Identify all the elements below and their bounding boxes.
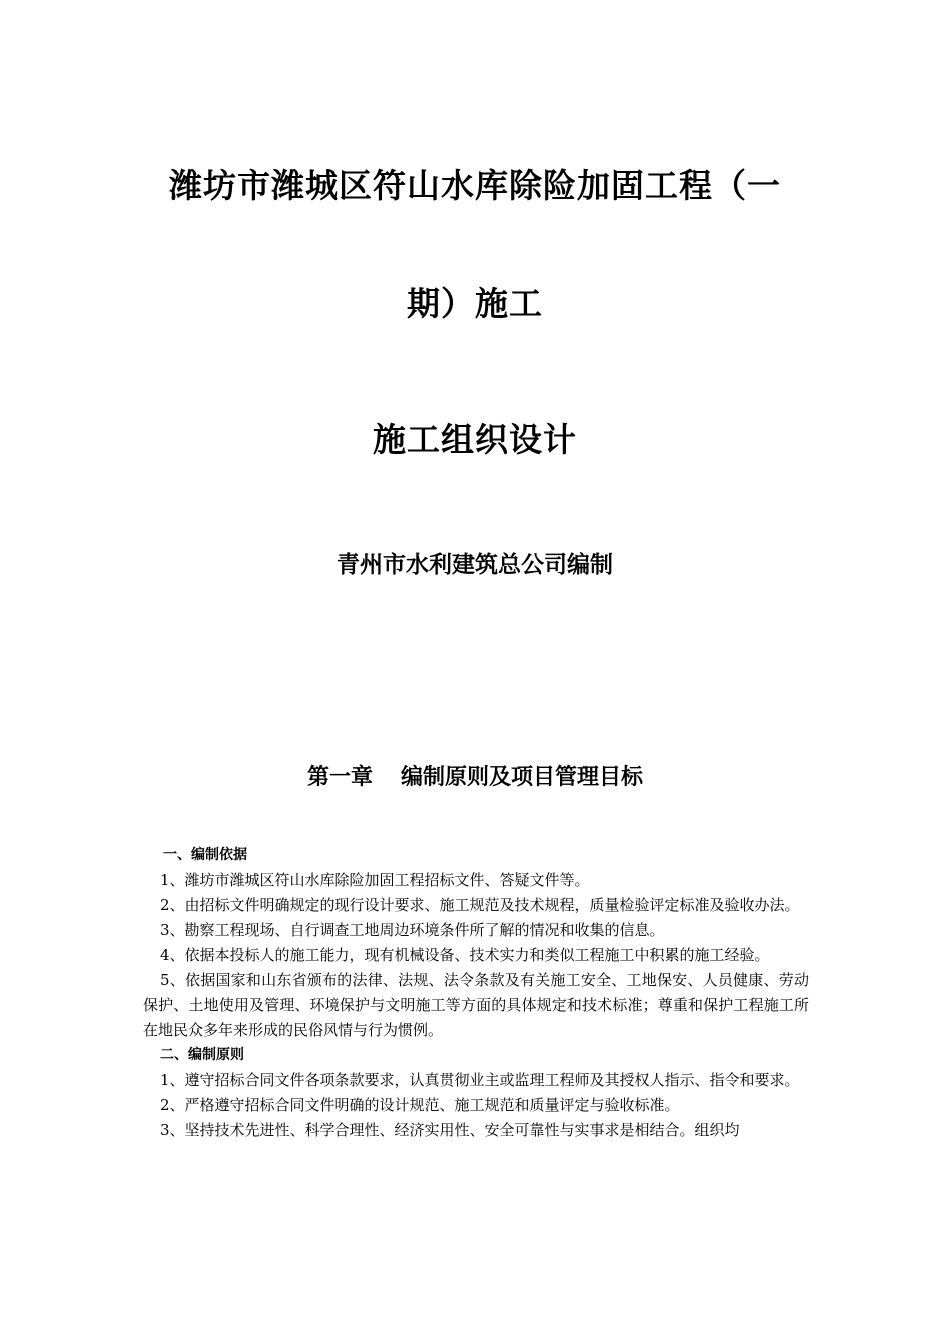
body-text — [143, 843, 809, 1143]
basis-item-5: 5、依据国家和山东省颁布的法律、法规、法令条款及有关施工安全、工地保安、人员健康、劳动保护、土地使用及管理、环境保护与文明施工等方面的具体规定和技术标准；尊重和保护工程施工所在地民众多年来形成的民俗风情与行为惯例。 — [143, 971, 809, 1039]
section-heading-basis: 一、编制依据 — [163, 847, 247, 863]
principle-item-1: 1、遵守招标合同文件各项条款要求，认真贯彻业主或监理工程师及其授权人指示、指令和要求。 — [160, 1071, 800, 1089]
title-line-1: 潍坊市潍城区符山水库除险加固工程（一 — [169, 166, 781, 205]
chapter-title: 编制原则及项目管理目标 — [401, 765, 644, 790]
basis-item-1: 1、潍坊市潍城区符山水库除险加固工程招标文件、答疑文件等。 — [160, 871, 590, 889]
chapter-heading — [0, 760, 950, 791]
principle-item-3: 3、坚持技术先进性、科学合理性、经济实用性、安全可靠性与实事求是相结合。组织均 — [160, 1121, 740, 1139]
title-line-2: 期）施工 — [407, 284, 543, 323]
principle-item-2: 2、严格遵守招标合同文件明确的设计规范、施工规范和质量评定与验收标准。 — [160, 1096, 680, 1114]
basis-item-3: 3、勘察工程现场、自行调查工地周边环境条件所了解的情况和收集的信息。 — [160, 921, 665, 939]
section-heading-principles: 二、编制原则 — [160, 1047, 244, 1063]
basis-item-2: 2、由招标文件明确规定的现行设计要求、施工规范及技术规程，质量检验评定标准及验收办法。 — [160, 896, 800, 914]
chapter-number: 第一章 — [306, 765, 373, 790]
document-title: 施工组织设计 — [373, 420, 577, 459]
basis-item-4: 4、依据本投标人的施工能力，现有机械设备、技术实力和类似工程施工中积累的施工经验。 — [160, 946, 770, 964]
company-name: 青州市水利建筑总公司编制 — [337, 552, 613, 578]
